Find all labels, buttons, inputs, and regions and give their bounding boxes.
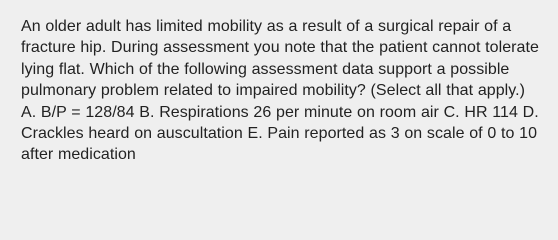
question-text: An older adult has limited mobility as a result of a surgical repair of a fracture hip. During assessment you note that the patient cannot tolerate lying flat. Which of the following assessment data support a possible pulmonary problem related to impaired mobility? (Select all that apply.) A. B/P = 128/84 B. Respirations 26 per minute on room air C. HR 114 D. Crackles heard on auscultation E. Pain reported as 3 on scale of 0 to 10 after medication (21, 18, 539, 164)
